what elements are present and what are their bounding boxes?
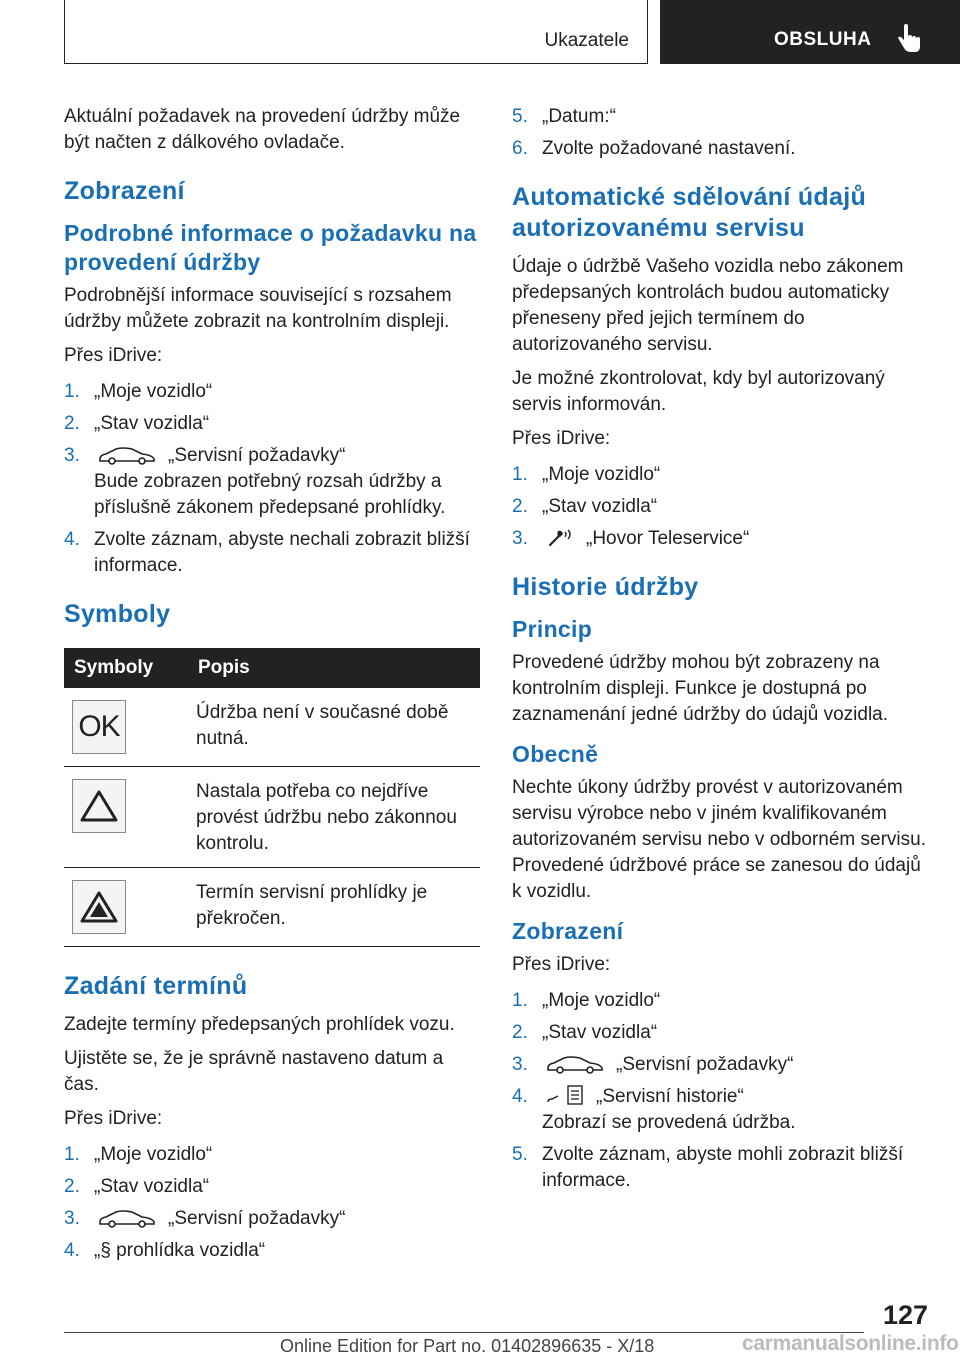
car-service-icon	[546, 1054, 604, 1074]
list-number: 1.	[64, 1144, 80, 1165]
header-section-title: Ukazatele	[544, 30, 629, 51]
princip-text: Provedené údržby mohou být zobrazeny na kontrolním displeji. Funkce je dostupná po zaznamenání jedné údržby do údajů vozidla.	[512, 652, 889, 725]
list-number: 2.	[512, 1022, 528, 1043]
table-header-symboly: Symboly	[64, 648, 188, 688]
list-number: 3.	[64, 1208, 80, 1229]
list-item	[64, 379, 480, 405]
list-item	[512, 104, 928, 130]
car-service-icon	[98, 445, 156, 465]
list-text: „§ prohlídka vozidla“	[94, 1240, 266, 1261]
list-text: „Datum:“	[542, 106, 616, 127]
table-header-popis: Popis	[188, 648, 480, 688]
teleservice-wrench-icon	[546, 528, 574, 548]
symbols-table	[64, 648, 480, 947]
list-item	[512, 1084, 928, 1136]
zadani-text-1: Zadejte termíny předepsaných prohlídek vozu.	[64, 1014, 455, 1035]
podrobne-text: Podrobnější informace související s rozsahem údržby můžete zobrazit na kontrolním displeji.	[64, 285, 452, 332]
list-text: Zvolte požadované nastavení.	[542, 138, 796, 159]
list-text: „Servisní požadavky“	[616, 1054, 794, 1075]
list-item	[64, 1142, 480, 1168]
page-number: 127	[882, 1300, 928, 1330]
header-chapter-label: OBSLUHA	[774, 29, 872, 50]
table-cell-description: Údržba není v současné době nutná.	[188, 688, 480, 767]
hand-pointer-icon	[896, 24, 922, 54]
list-number: 5.	[512, 106, 528, 127]
table-cell-description: Termín servisní prohlídky je překročen.	[188, 868, 480, 947]
list-item	[512, 136, 928, 162]
list-text: „Servisní požadavky“	[168, 1208, 346, 1229]
heading-historie-udrzby: Historie údržby	[512, 573, 699, 601]
pres-idrive-label: Přes iDrive:	[64, 1108, 163, 1129]
heading-princip: Princip	[512, 616, 593, 642]
table-row	[64, 767, 480, 868]
list-number: 3.	[512, 528, 528, 549]
list-text: „Moje vozidlo“	[94, 1144, 213, 1165]
list-text: „Servisní požadavky“	[168, 445, 346, 466]
ok-label: OK	[78, 710, 120, 743]
heading-zobrazeni: Zobrazení	[64, 177, 185, 205]
heading-automaticke-sdelovani: Automatické sdělování údajů autorizovanému servisu	[512, 183, 867, 242]
warning-triangle-icon	[72, 779, 126, 833]
steps-list-4	[512, 988, 928, 1194]
list-text: Zvolte záznam, abyste nechali zobrazit bližší informace.	[94, 529, 470, 576]
list-item	[512, 462, 928, 488]
list-text: Zvolte záznam, abyste mohli zobrazit bližší informace.	[542, 1144, 904, 1191]
list-item	[64, 443, 480, 521]
list-text: „Hovor Teleservice“	[586, 528, 750, 549]
list-text: „Stav vozidla“	[94, 1176, 210, 1197]
list-text: „Stav vozidla“	[94, 413, 210, 434]
list-item	[512, 494, 928, 520]
list-text: „Moje vozidlo“	[94, 381, 213, 402]
list-number: 3.	[64, 445, 80, 466]
table-row	[64, 868, 480, 947]
header-chapter-tab	[660, 0, 960, 64]
steps-list-continued	[512, 104, 928, 162]
pres-idrive-label: Přes iDrive:	[512, 428, 611, 449]
service-history-icon	[546, 1084, 584, 1106]
car-service-icon	[98, 1208, 156, 1228]
list-text: „Stav vozidla“	[542, 496, 658, 517]
list-text: „Moje vozidlo“	[542, 990, 661, 1011]
intro-text: Aktuální požadavek na provedení údržby může být načten z dálkového ovladače.	[64, 106, 461, 153]
heading-symboly: Symboly	[64, 600, 171, 628]
heading-zadani-terminu: Zadání termínů	[64, 972, 248, 1000]
list-text: „Stav vozidla“	[542, 1022, 658, 1043]
list-number: 5.	[512, 1144, 528, 1165]
obecne-text: Nechte úkony údržby provést v autorizovaném servisu výrobce nebo v jiném kvalifikovaném autorizovaném servisu nebo v odborném servisu. Provedené údržbové práce se zanesou do údajů k vozidlu.	[512, 777, 926, 902]
list-number: 3.	[512, 1054, 528, 1075]
overdue-triangle-icon	[72, 880, 126, 934]
list-number: 4.	[512, 1086, 528, 1107]
zadani-text-2: Ujistěte se, že je správně nastaveno datum a čas.	[64, 1048, 444, 1095]
list-number: 6.	[512, 138, 528, 159]
table-cell-description: Nastala potřeba co nejdříve provést údržbu nebo zákonnou kontrolu.	[188, 767, 480, 868]
header-section-box	[64, 0, 648, 64]
list-item	[512, 1052, 928, 1078]
list-item	[512, 526, 928, 552]
steps-list-2	[64, 1142, 480, 1264]
list-number: 2.	[512, 496, 528, 517]
left-column	[64, 104, 480, 1272]
list-number: 2.	[64, 413, 80, 434]
list-item	[64, 411, 480, 437]
list-number: 4.	[64, 1240, 80, 1261]
list-number: 1.	[512, 990, 528, 1011]
list-number: 1.	[64, 381, 80, 402]
list-number: 2.	[64, 1176, 80, 1197]
list-item	[64, 1206, 480, 1232]
heading-zobrazeni-historie: Zobrazení	[512, 918, 624, 944]
list-item	[64, 527, 480, 579]
heading-podrobne-informace: Podrobné informace o požadavku na provedení údržby	[64, 220, 477, 275]
ok-icon	[72, 700, 126, 754]
list-text: „Moje vozidlo“	[542, 464, 661, 485]
list-item	[512, 1020, 928, 1046]
list-item	[512, 988, 928, 1014]
list-subtext: Bude zobrazen potřebný rozsah údržby a příslušně zákonem předepsané prohlídky.	[94, 471, 446, 518]
pres-idrive-label: Přes iDrive:	[512, 954, 611, 975]
list-number: 4.	[64, 529, 80, 550]
list-item	[64, 1174, 480, 1200]
right-column	[512, 104, 928, 1202]
list-item	[64, 1238, 480, 1264]
table-row	[64, 688, 480, 767]
steps-list-3	[512, 462, 928, 552]
list-subtext: Zobrazí se provedená údržba.	[542, 1112, 796, 1133]
list-number: 1.	[512, 464, 528, 485]
watermark-text: carmanualsonline.info	[742, 1332, 959, 1355]
auto-text-2: Je možné zkontrolovat, kdy byl autorizovaný servis informován.	[512, 368, 885, 415]
auto-text-1: Údaje o údržbě Vašeho vozidla nebo zákonem předepsaných kontrolách budou automaticky přeneseny před jejich termínem do autorizovaného servisu.	[512, 256, 904, 355]
pres-idrive-label: Přes iDrive:	[64, 345, 163, 366]
list-text: „Servisní historie“	[596, 1086, 744, 1107]
edition-text: Online Edition for Part no. 01402896635 - X/18	[280, 1336, 655, 1356]
steps-list-1	[64, 379, 480, 579]
list-item	[512, 1142, 928, 1194]
heading-obecne: Obecně	[512, 741, 599, 767]
